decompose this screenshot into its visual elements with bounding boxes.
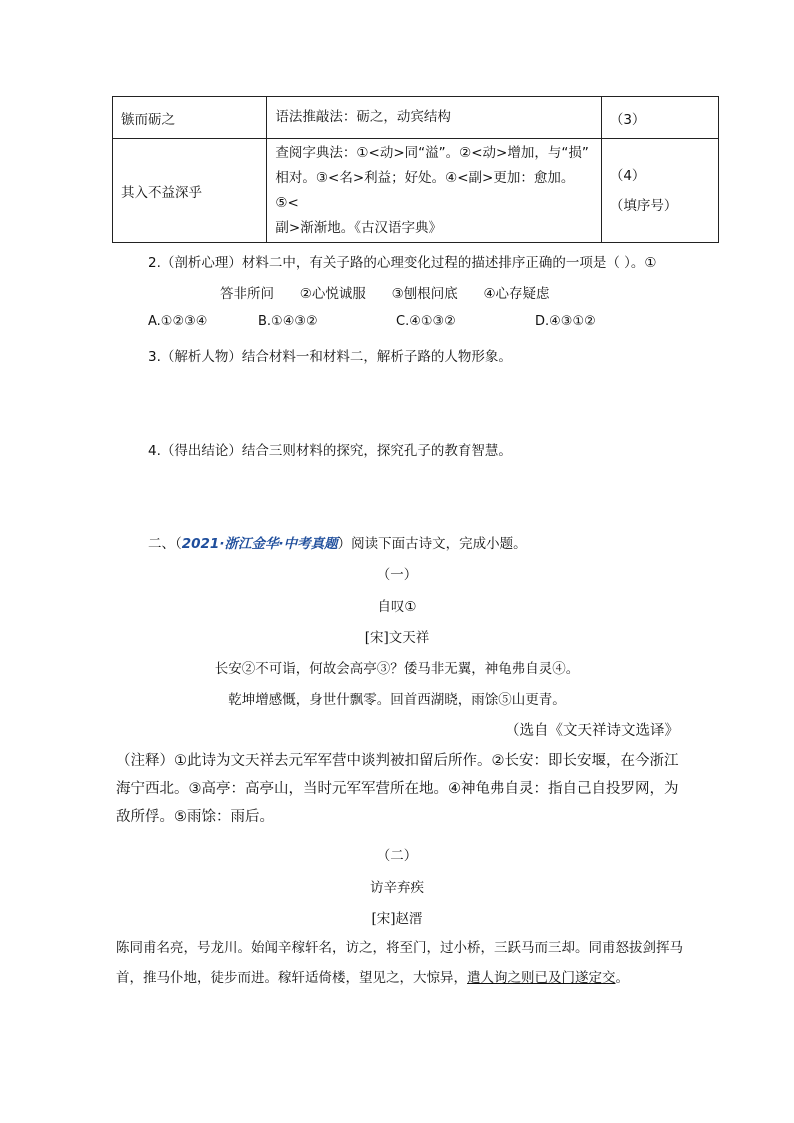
option-a: A.①②③④ xyxy=(148,314,208,329)
poem-author: [宋]文天祥 xyxy=(364,630,430,646)
question-4: 4.（得出结论）结合三则材料的探究，探究孔子的教育智慧。 xyxy=(148,443,512,459)
prose-title: 访辛弃疾 xyxy=(370,880,424,896)
question-2-items: 答非所问 ②心悦诚服 ③刨根问底 ④心存疑虑 xyxy=(220,286,550,302)
table-cell-method: 语法推敲法：砺之，动宾结构 xyxy=(267,97,601,139)
prose-text: 陈同甫名亮，号龙川。始闻辛稼轩名，访之，将至门，过小桥，三跃马而三却。同甫怒拔剑挥马首，推马仆地，徒步而进。稼轩适倚楼，望见之，大惊异， xyxy=(116,940,683,986)
section-2-heading xyxy=(148,532,527,552)
section-prefix: 二、（ xyxy=(148,536,182,552)
table-cell-method xyxy=(267,139,601,243)
poem-title: 自叹① xyxy=(377,599,417,615)
option-d: D.④③①② xyxy=(535,314,596,329)
poem-line-1: 长安②不可诣，何故会高亭③？倭马非无翼，神龟弗自灵④。 xyxy=(214,661,580,677)
option-b: B.①④③② xyxy=(258,314,318,329)
vocabulary-table xyxy=(112,96,719,243)
method-line: 查阅字典法：①<动>同“溢”。②<动>增加，与“损” xyxy=(275,144,589,161)
prose-underlined-sentence: 遣人询之则已及门遂定交 xyxy=(467,970,616,986)
prose-author: [宋]赵溍 xyxy=(371,911,423,927)
table-cell-answer: （3） xyxy=(601,97,718,139)
section-suffix: ）阅读下面古诗文，完成小题。 xyxy=(337,536,527,552)
poem-source: （选自《文天祥诗文选译》 xyxy=(505,723,679,739)
table-row xyxy=(113,139,719,243)
table-cell-word: 镞而砺之 xyxy=(113,97,267,139)
prose-passage xyxy=(116,933,686,993)
table-row xyxy=(113,97,719,139)
prose-text-end: 。 xyxy=(615,970,629,986)
poem-line-2: 乾坤增感慨，身世什飘零。回首西湖晓，雨馀⑤山更青。 xyxy=(228,692,566,708)
answer-line: （填序号） xyxy=(609,197,678,214)
table-cell-word: 其入不益深乎 xyxy=(113,139,267,243)
poem-annotation: （注释）①此诗为文天祥去元军军营中谈判被扣留后所作。②长安：即长安堰，在今浙江海宁西北。③高亭：高亭山，当时元军军营所在地。④神龟弗自灵：指自己自投罗网，为敌所俘。⑤雨馀：雨后。 xyxy=(116,753,679,825)
exam-source-tag: 2021·浙江金华·中考真题 xyxy=(181,536,338,552)
poem-part-label: （一） xyxy=(376,567,418,583)
prose-part-label: （二） xyxy=(376,848,418,864)
option-c: C.④①③② xyxy=(396,314,456,329)
method-line: 副>渐渐地。《古汉语字典》 xyxy=(275,219,442,236)
method-line: 相对。③<名>利益；好处。④<副>更加：愈加。⑤< xyxy=(275,169,575,211)
question-3: 3.（解析人物）结合材料一和材料二，解析子路的人物形象。 xyxy=(148,349,512,365)
answer-line: （4） xyxy=(609,167,646,184)
table-cell-answer xyxy=(601,139,718,243)
question-2-stem: 2.（剖析心理）材料二中，有关子路的心理变化过程的描述排序正确的一项是（ ）。① xyxy=(148,255,657,271)
